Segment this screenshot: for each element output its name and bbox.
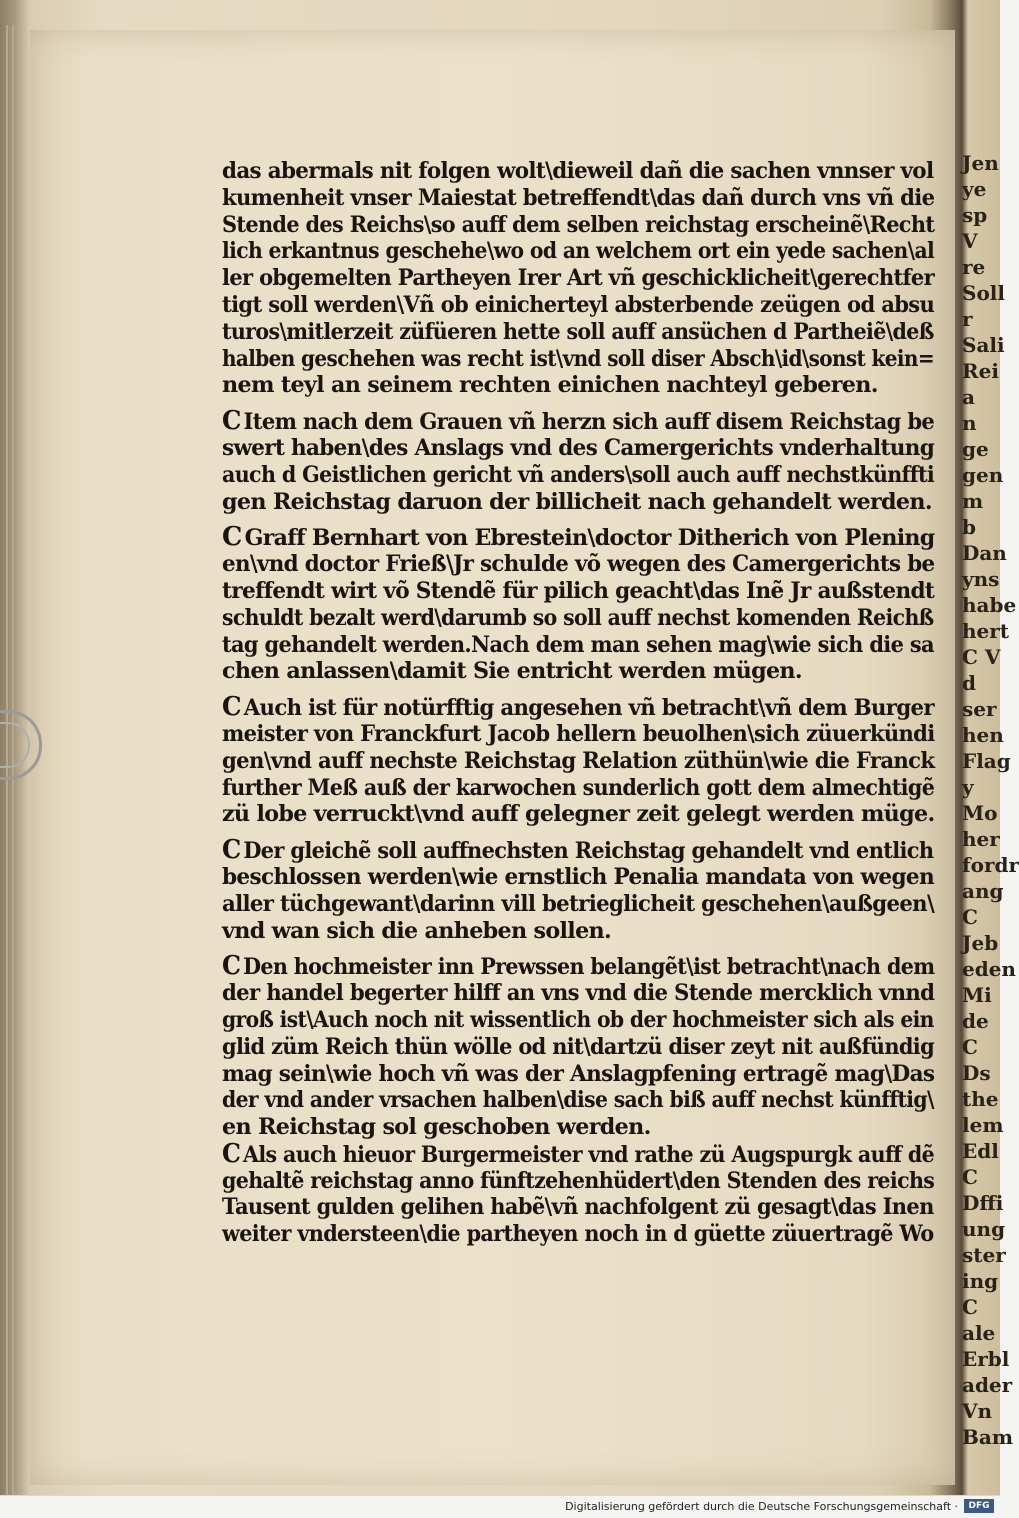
- text-line: [222, 551, 935, 578]
- funding-credit: Digitalisierung gefördert durch die Deutsche Forschungsgemeinschaft ·: [565, 1500, 958, 1513]
- text-line: [222, 720, 935, 748]
- next-page-fragment: Sali: [962, 333, 1005, 357]
- next-page-fragment: Mo: [962, 801, 998, 825]
- text-line-content: Auch ist für notürfftig angesehen vñ betracht\vñ dem Burger: [243, 695, 934, 722]
- text-line: [222, 461, 935, 489]
- text-line: [222, 345, 934, 373]
- text-line: [222, 747, 935, 775]
- next-page-fragment: b: [962, 515, 976, 539]
- paragraph-mark-icon: C: [222, 692, 241, 723]
- text-line-content: vnd wan sich die anheben sollen.: [222, 917, 612, 944]
- text-line-content: lich erkantnus geschehe\wo od an welchem ort ein yede sachen\al: [222, 238, 935, 265]
- text-line-content: swert haben\des Anslags vnd des Camergerichts vnderhaltung: [222, 434, 935, 461]
- text-line-content: kumenheit vnser Maiestat betreffendt\das dañ durch vns vñ die: [222, 184, 935, 211]
- next-page-fragment: her: [962, 827, 1000, 851]
- text-line-content: en\vnd doctor Frieß\Jr schulde võ wegen des Camergerichts be: [222, 551, 935, 578]
- text-line: [222, 918, 934, 945]
- text-line-content: das abermals nit folgen wolt\dieweil dañ die sachen vnnser vol: [222, 158, 934, 184]
- text-line: [222, 980, 935, 1007]
- next-page-fragment: sp: [962, 203, 988, 227]
- text-line-content: auch d Geistlichen gericht vñ anders\soll auch auff nechstkünffti: [222, 461, 935, 488]
- paragraph-mark-icon: C: [222, 835, 241, 866]
- text-line-content: meister von Franckfurt Jacob hellern beuolhen\sich züuerkündi: [222, 720, 935, 747]
- text-line: [222, 372, 934, 399]
- paragraph-mark-icon: C: [222, 951, 241, 982]
- text-line: [222, 1167, 935, 1195]
- text-line-content: halben geschehen was recht ist\vnd soll diser Absch\id\sonst kein=: [222, 345, 934, 372]
- page-text-block: [222, 158, 942, 1248]
- paragraph-mark-icon: C: [222, 522, 242, 553]
- next-page-fragment: hen: [962, 723, 1004, 747]
- next-page-fragment: m: [962, 489, 984, 513]
- text-line-content: glid züm Reich thün wölle od nit\dartzü diser zeyt nit außfündig: [222, 1033, 935, 1060]
- paragraph-mark-icon: C: [222, 406, 241, 437]
- next-page-fragment: Vn: [962, 1399, 993, 1423]
- text-line: [222, 1194, 934, 1221]
- text-line-content: Stende des Reichs\so auff dem selben reichstag erscheinẽ\Recht: [222, 211, 935, 238]
- text-line-content: der handel begerter hilff an vns vnd die Stende mercklich vnnd: [222, 980, 935, 1007]
- next-page-fragment: hert: [962, 619, 1010, 643]
- text-line-content: ler obgemelten Partheyen Irer Art vñ geschicklicheit\gerechtfer: [222, 265, 935, 292]
- next-page-fragment: Dan: [962, 541, 1007, 565]
- next-page-fragment: C: [962, 905, 978, 929]
- text-line-content: weiter vndersteen\die partheyen noch in d güette züuertragẽ Wo: [222, 1221, 934, 1248]
- text-line-content: schuldt bezalt werd\darumb so soll auff nechst komenden Reichß: [222, 604, 934, 631]
- text-line-content: groß ist\Auch noch nit wissentlich ob der hochmeister sich als ein: [222, 1006, 934, 1033]
- text-line-content: chen anlassen\damit Sie entricht werden mügen.: [222, 658, 802, 685]
- text-line: [222, 406, 935, 437]
- text-line-content: treffendt wirt võ Stendẽ für pilich geacht\das Inẽ Jr außstendt: [222, 577, 935, 604]
- next-page-fragment: ale: [962, 1321, 996, 1345]
- text-line-content: aller tüchgewant\darinn vill betrieglicheit geschehen\außgeen\: [222, 890, 935, 917]
- next-page-fragment: ing: [962, 1269, 999, 1293]
- next-page-fragment: r: [962, 307, 973, 331]
- text-line: [222, 434, 935, 462]
- text-line: [222, 291, 935, 319]
- next-page-fragment: ye: [962, 177, 987, 201]
- next-page-fragment: Bam: [962, 1425, 1014, 1449]
- text-line-content: en Reichstag sol geschoben werden.: [222, 1114, 651, 1141]
- next-page-fragment: V: [962, 229, 978, 253]
- next-page-fragment: ser: [962, 697, 997, 721]
- paragraph-gap: [222, 515, 942, 524]
- next-page-fragment: yns: [962, 567, 1000, 591]
- text-line: [222, 158, 934, 185]
- text-line-content: mag sein\wie hoch vñ was der Anslagpfening ertragẽ mag\Das: [222, 1060, 935, 1087]
- next-page-fragment: gen: [962, 463, 1004, 487]
- text-line-content: gen Reichstag daruon der billicheit nach gehandelt werden.: [222, 488, 932, 515]
- text-line: [222, 774, 935, 802]
- next-page-fragment: C V: [962, 645, 1001, 669]
- next-page-fragment: eden: [962, 957, 1016, 981]
- text-line: [222, 522, 935, 553]
- text-line: [222, 1087, 934, 1114]
- footer-bar: [0, 1495, 1000, 1518]
- next-page-fragment: ung: [962, 1217, 1006, 1241]
- text-line: [222, 577, 935, 605]
- text-line-content: Graff Bernhart von Ebrestein\doctor Ditherich von Plening: [244, 525, 935, 552]
- next-page-fragment: habe: [962, 593, 1017, 617]
- text-line: [222, 835, 934, 866]
- next-page-fragment: Jeb: [962, 931, 999, 955]
- next-page-fragment: Mi: [962, 983, 992, 1007]
- text-line-content: gehaltẽ reichstag anno fünftzehenhüdert\den Stenden des reichs: [222, 1167, 935, 1194]
- paragraph-gap: [222, 944, 942, 953]
- next-page-fragment: y: [962, 775, 974, 799]
- text-line: [222, 863, 935, 891]
- text-line: [222, 1033, 935, 1061]
- next-page-fragment: C: [962, 1035, 978, 1059]
- next-page-fragment: ang: [962, 879, 1004, 903]
- text-line-content: der vnd ander vrsachen halben\dise sach biß auff nechst künfftig\: [222, 1087, 934, 1114]
- next-page-fragment: ster: [962, 1243, 1006, 1267]
- dfg-logo: DFG: [964, 1499, 994, 1513]
- next-page-fragment: a: [962, 385, 975, 409]
- text-line: [222, 318, 934, 346]
- paragraph-gap: [222, 828, 942, 837]
- text-line-content: nem teyl an seinem rechten einichen nachteyl geberen.: [222, 372, 878, 399]
- next-page-fragment: fordr: [962, 853, 1019, 877]
- text-line: [222, 692, 934, 723]
- text-line: [222, 658, 934, 685]
- next-page-fragment: n: [962, 411, 977, 435]
- text-line: [222, 1006, 934, 1034]
- next-page-fragment: Erbl: [962, 1347, 1010, 1371]
- paragraph-mark-icon: C: [222, 1138, 241, 1169]
- text-line: [222, 1138, 935, 1169]
- next-page-fragment: C: [962, 1295, 978, 1319]
- next-page-fragment: ader: [962, 1373, 1013, 1397]
- next-page-fragment: Rei: [962, 359, 999, 383]
- text-line: [222, 238, 935, 265]
- paragraph-gap: [222, 685, 942, 694]
- text-line: [222, 211, 935, 239]
- text-line: [222, 1060, 935, 1088]
- next-page-text-fragments: [958, 150, 1019, 1449]
- text-line-content: Als auch hieuor Burgermeister vnd rathe zü Augspurgk auff dẽ: [243, 1141, 935, 1168]
- text-line: [222, 604, 934, 632]
- next-page-fragment: de: [962, 1009, 989, 1033]
- text-line: [222, 489, 934, 516]
- text-line: [222, 265, 935, 292]
- text-line: [222, 1114, 934, 1141]
- next-page-fragment: Edl: [962, 1139, 999, 1163]
- text-line-content: beschlossen werden\wie ernstlich Penalia mandata von wegen: [222, 863, 935, 890]
- text-line-content: Item nach dem Grauen vñ herzn sich auff disem Reichstag be: [243, 409, 935, 436]
- next-page-fragment: Flag: [962, 749, 1011, 773]
- text-line-content: tigt soll werden\Vñ ob einicherteyl absterbende zeügen od absu: [222, 291, 935, 318]
- text-line-content: turos\mitlerzeit züfüeren hette soll auff ansüchen d Partheiẽ\deß: [222, 318, 934, 345]
- next-page-fragment: lem: [962, 1113, 1004, 1137]
- text-line-content: Der gleichẽ soll auffnechsten Reichstag gehandelt vnd entlich: [243, 838, 934, 865]
- next-page-fragment: the: [962, 1087, 999, 1111]
- text-line-content: tag gehandelt werden.Nach dem man sehen mag\wie sich die sa: [222, 631, 934, 658]
- text-line: [222, 1221, 934, 1248]
- text-line: [222, 951, 935, 982]
- next-page-fragment: ge: [962, 437, 989, 461]
- next-page-fragment: Soll: [962, 281, 1005, 305]
- text-line-content: gen\vnd auff nechste Reichstag Relation züthün\wie die Franck: [222, 747, 935, 774]
- text-line-content: zü lobe verruckt\vnd auff gelegner zeit gelegt werden müge.: [222, 801, 935, 828]
- next-page-fragment: re: [962, 255, 986, 279]
- next-page-fragment: Dffi: [962, 1191, 1004, 1215]
- text-line-content: Den hochmeister inn Prewssen belangẽt\ist betracht\nach dem: [243, 954, 935, 981]
- paragraph-gap: [222, 399, 942, 408]
- next-page-fragment: Jen: [962, 151, 999, 175]
- next-page-fragment: C: [962, 1165, 978, 1189]
- text-line: [222, 890, 935, 918]
- text-line: [222, 631, 934, 659]
- text-line-content: Tausent gulden gelihen habẽ\vñ nachfolgent zü gesagt\das Inen: [222, 1194, 934, 1221]
- text-line: [222, 801, 933, 828]
- text-line-content: further Meß auß der karwochen sunderlich gott dem almechtigẽ: [222, 774, 935, 801]
- text-line: [222, 184, 935, 212]
- next-page-fragment: d: [962, 671, 976, 695]
- next-page-fragment: Ds: [962, 1061, 991, 1085]
